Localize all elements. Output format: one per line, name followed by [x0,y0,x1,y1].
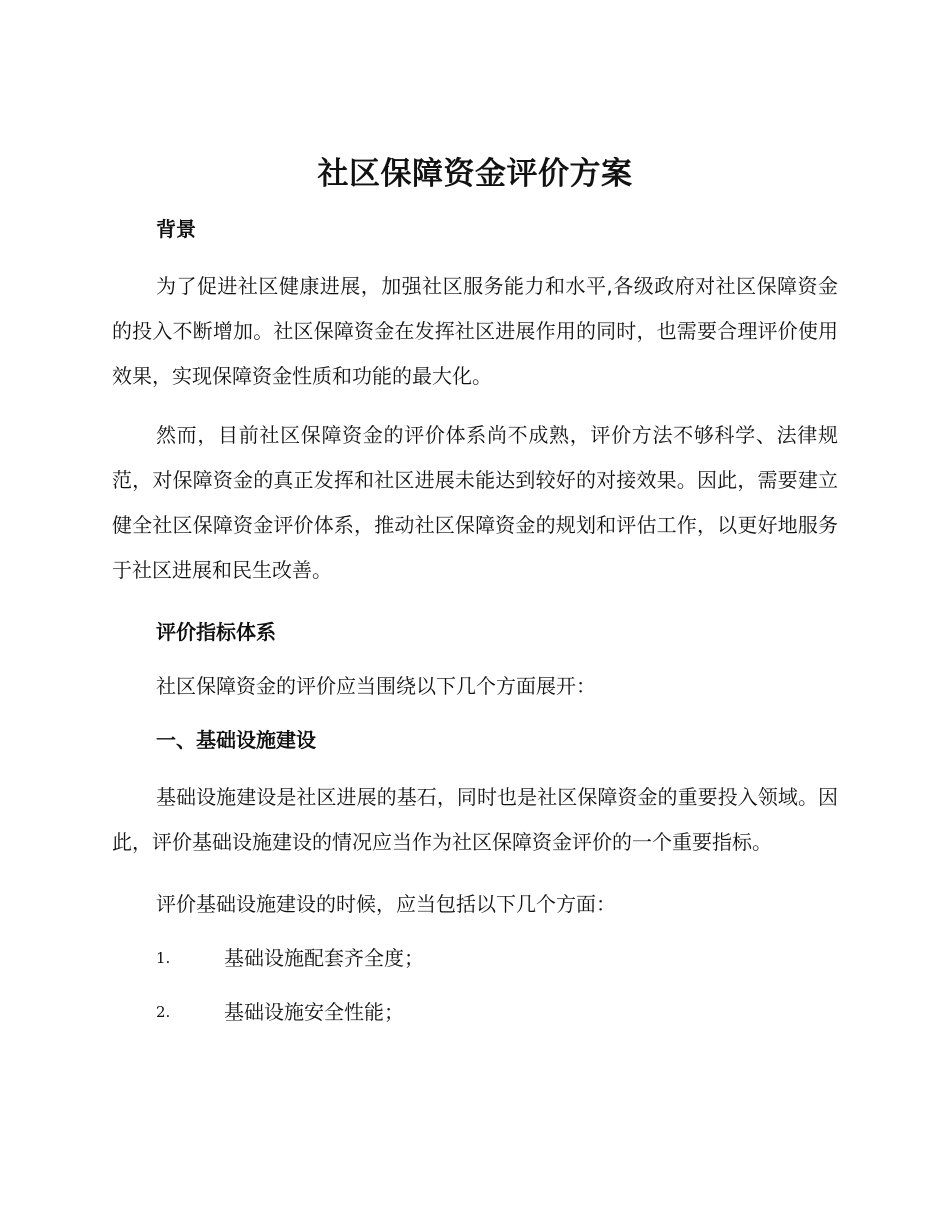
paragraph-background-2: 然而，目前社区保障资金的评价体系尚不成熟，评价方法不够科学、法律规范，对保障资金的真正发挥和社区进展未能达到较好的对接效果。因此，需要建立健全社区保障资金评价体系，推动社区保障资金的规划和评估工作，以更好地服务于社区进展和民生改善。 [112,423,838,582]
spacer [112,973,838,997]
spacer [112,755,838,775]
spacer [112,865,838,889]
spacer [112,200,838,214]
section-heading-infrastructure: 一、基础设施建设 [156,728,316,752]
spacer [112,244,838,264]
paragraph-background-1: 为了促进社区健康进展，加强社区服务能力和水平,各级政府对社区保障资金的投入不断增加。社区保障资金在发挥社区进展作用的同时，也需要合理评价使用效果，实现保障资金性质和功能的最大化。 [112,274,838,388]
spacer [112,593,838,617]
list-item [112,943,838,973]
list-item-text: 基础设施安全性能； [224,1000,404,1024]
list-item [112,997,838,1027]
paragraph-infrastructure-2: 评价基础设施建设的时候，应当包括以下几个方面： [156,892,616,916]
paragraph-indicator-intro: 社区保障资金的评价应当围绕以下几个方面展开： [156,674,596,698]
list-item-text: 基础设施配套齐全度； [224,946,424,970]
spacer [112,647,838,671]
spacer [112,919,838,943]
list-item-number: 2. [156,1003,171,1021]
section-heading-indicators: 评价指标体系 [156,620,276,644]
document-title: 社区保障资金评价方案 [317,156,633,192]
spacer [112,701,838,725]
section-heading-background: 背景 [156,217,196,241]
list-item-number: 1. [156,949,171,967]
paragraph-infrastructure-1: 基础设施建设是社区进展的基石，同时也是社区保障资金的重要投入领域。因此，评价基础设施建设的情况应当作为社区保障资金评价的一个重要指标。 [112,785,838,854]
spacer [112,399,838,413]
document-content [112,148,838,1027]
